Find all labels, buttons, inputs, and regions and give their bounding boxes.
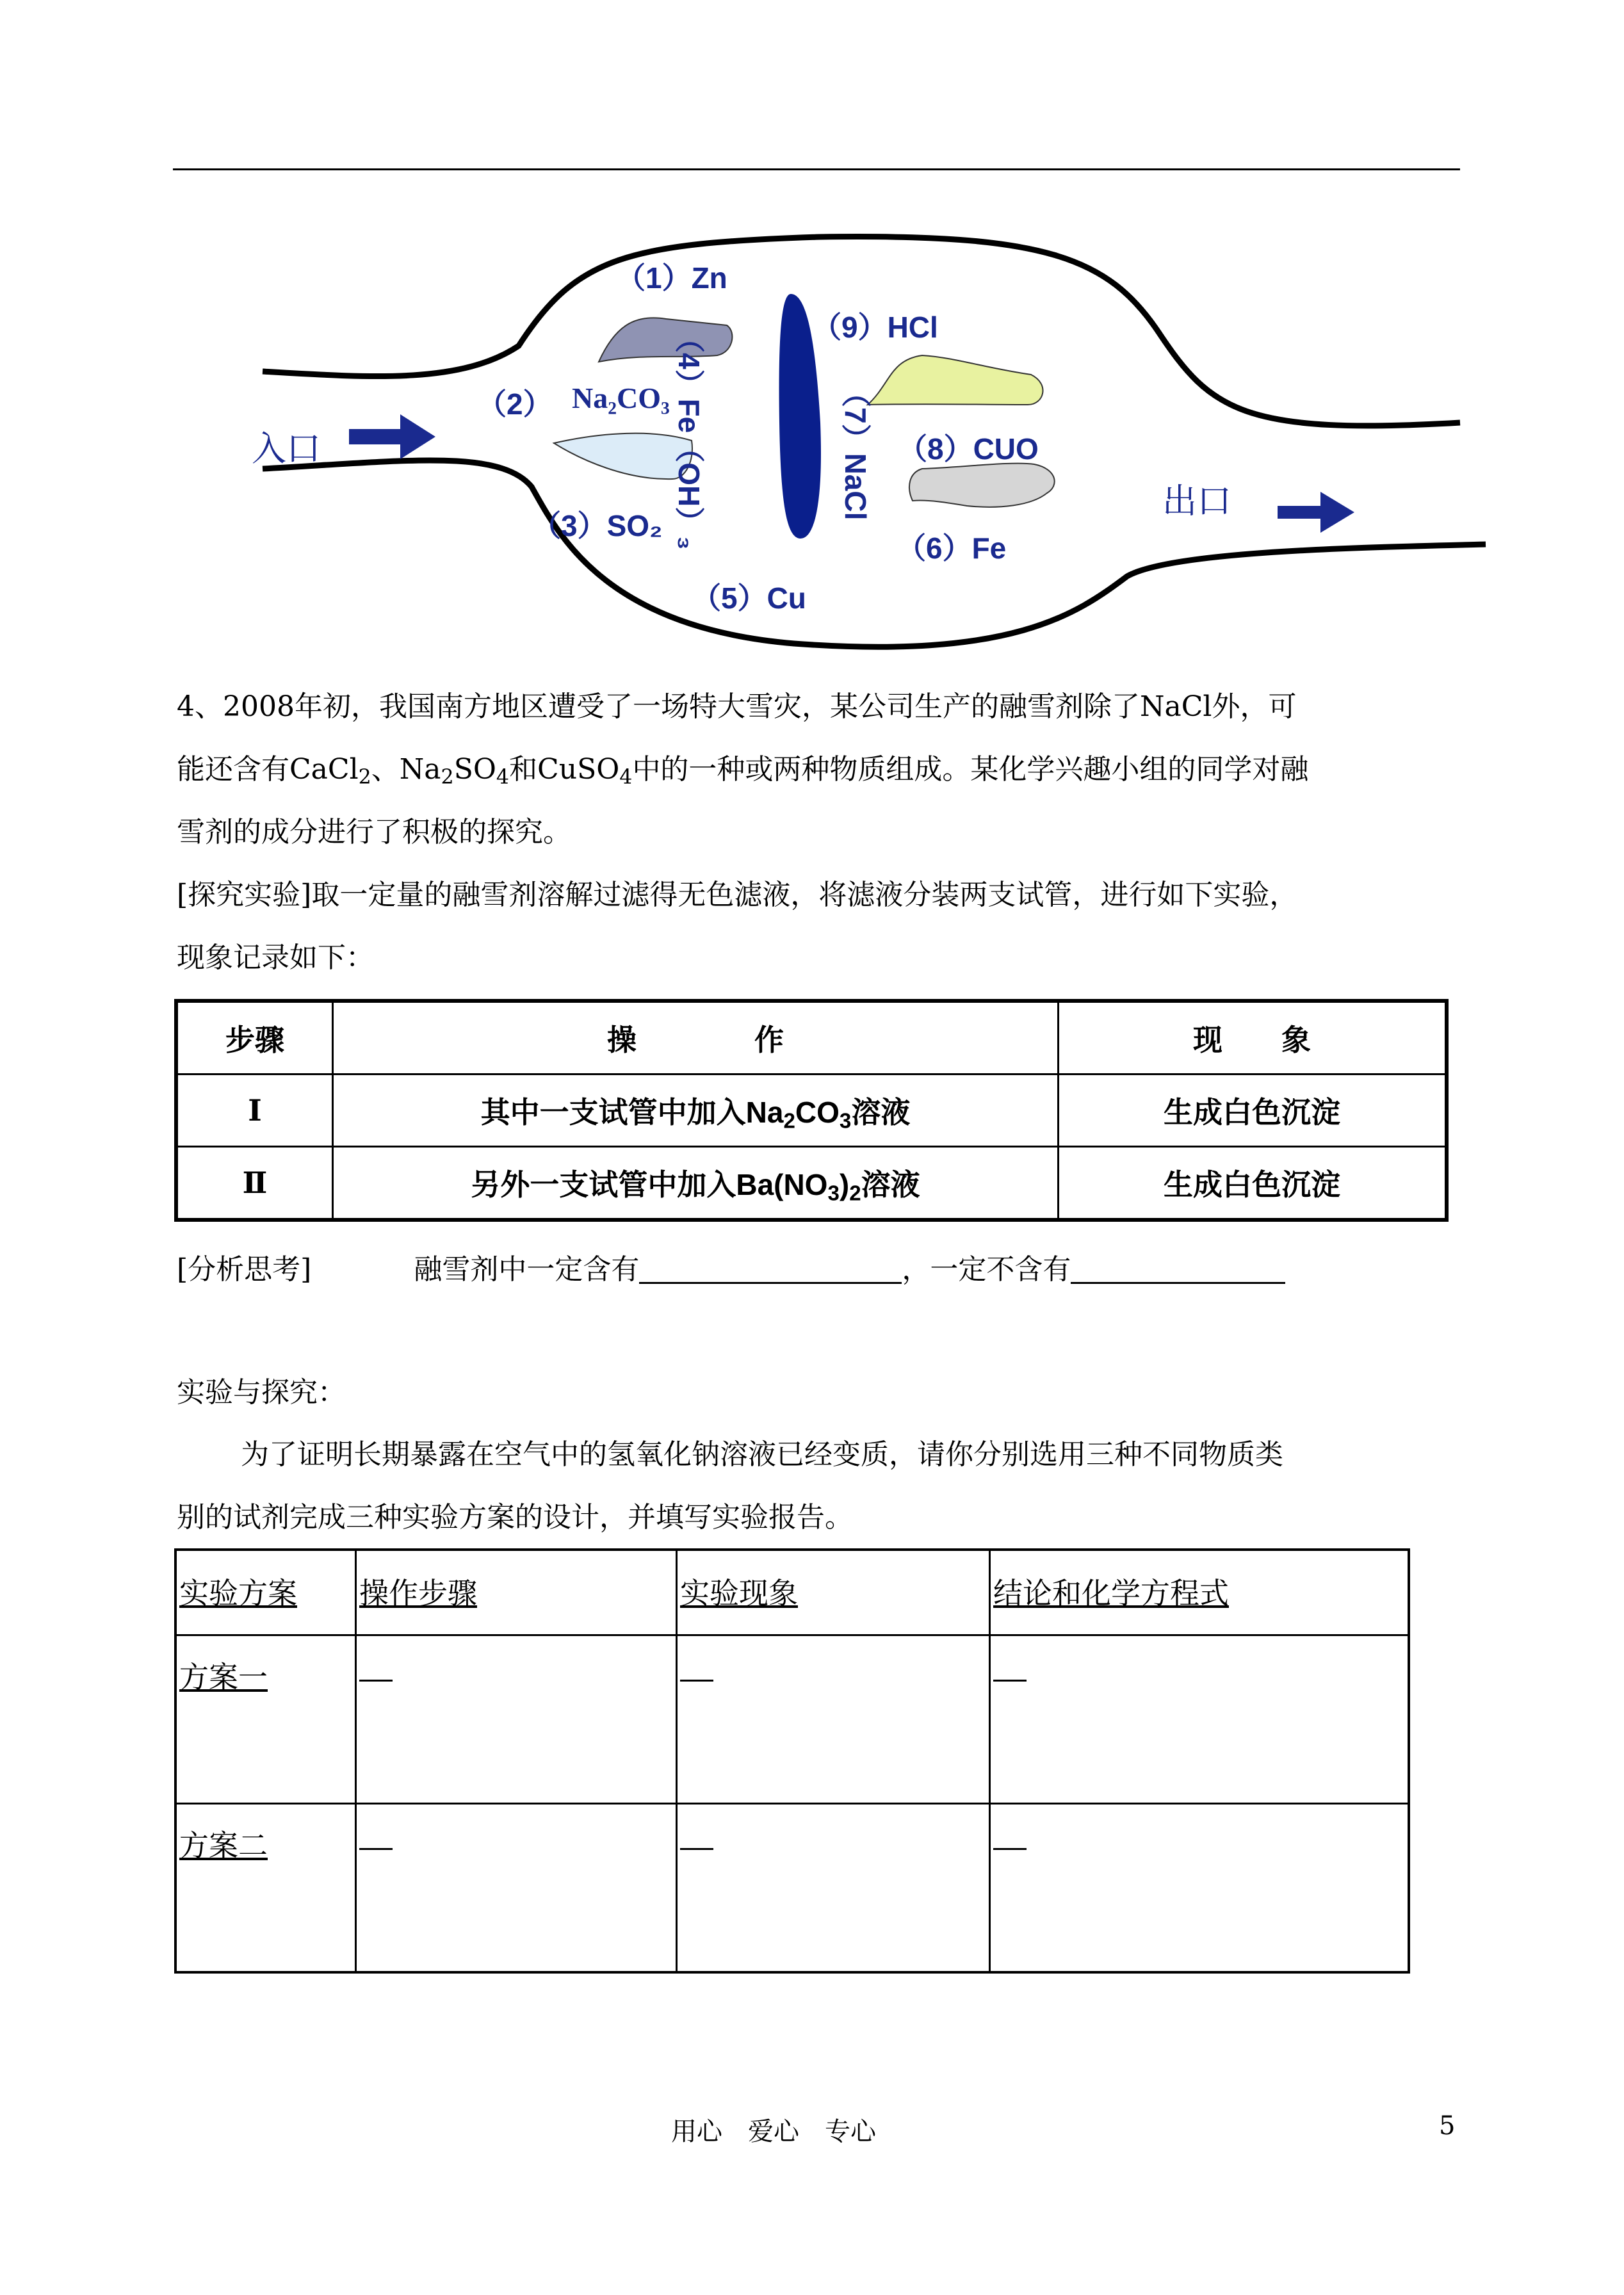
label-2: （2） <box>477 387 553 421</box>
outlet-arrow-icon <box>1278 492 1354 533</box>
table-row <box>176 1075 1447 1147</box>
result-cell: 生成白色沉淀 <box>1059 1147 1447 1220</box>
q4-line-3: 雪剂的成分进行了积极的探究。 <box>177 816 571 848</box>
page-number: 5 <box>1439 2111 1456 2141</box>
section-paragraph-2: 别的试剂完成三种实验方案的设计，并填写实验报告。 <box>177 1501 853 1534</box>
table-row <box>175 1804 1409 1973</box>
section-title: 实验与探究： <box>177 1376 346 1409</box>
conclusion-input-cell[interactable] <box>990 1804 1409 1973</box>
phenomenon-input-cell[interactable] <box>677 1804 990 1973</box>
q4-line-2: 能还含有CaCl$_2$、$Na_2SO_4$和CuSO$_4$中的一种或两种物质组成。某化学兴趣小组的同学对融 <box>177 753 1309 789</box>
label-nacl: （7）NaCl <box>839 378 872 521</box>
table-row <box>175 1635 1409 1804</box>
table-header-row <box>176 1001 1447 1075</box>
plan-cell: 方案一 <box>175 1635 356 1804</box>
header-step: 步骤 <box>176 1001 333 1075</box>
step-cell: Ⅱ <box>176 1147 333 1220</box>
steps-input-cell[interactable] <box>356 1804 677 1973</box>
label-zn: （1）Zn <box>616 261 727 295</box>
operation-cell: 另外一支试管中加入$Ba(NO_3)_2$溶液 <box>333 1147 1059 1220</box>
label-cuo: （8）CUO <box>898 432 1039 466</box>
q4-line-1: 4、2008年初，我国南方地区遭受了一场特大雪灾，某公司生产的融雪剂除了NaCl外，可 <box>177 690 1297 723</box>
header-plan: 实验方案 <box>175 1550 356 1635</box>
result-cell: 生成白色沉淀 <box>1059 1075 1447 1147</box>
label-inlet: 入口 <box>252 428 321 469</box>
phenomenon-input-cell[interactable] <box>677 1635 990 1804</box>
label-fe: （6）Fe <box>897 531 1007 565</box>
table-row <box>176 1147 1447 1220</box>
step-cell: Ⅰ <box>176 1075 333 1147</box>
answer-blank-contains[interactable] <box>639 1254 902 1284</box>
label-outlet: 出口 <box>1162 481 1231 521</box>
label-cu: （5）Cu <box>692 581 806 615</box>
steps-input-cell[interactable] <box>356 1635 677 1804</box>
header-rule <box>173 168 1460 170</box>
q4-line-4: [探究实验]取一定量的融雪剂溶解过滤得无色滤液，将滤液分装两支试管，进行如下实验， <box>177 879 1298 911</box>
label-so2: （3）SO₂ <box>532 509 663 542</box>
label-hcl: （9）HCl <box>812 311 938 344</box>
header-operation: 操 作 <box>333 1001 1059 1075</box>
operation-cell: 其中一支试管中加入$Na_2CO_3$溶液 <box>333 1075 1059 1147</box>
q4-line-5: 现象记录如下： <box>177 941 374 974</box>
header-result: 现 象 <box>1059 1001 1447 1075</box>
header-conclusion: 结论和化学方程式 <box>990 1550 1409 1635</box>
zn-shape <box>599 318 732 362</box>
inlet-arrow-icon <box>349 414 435 459</box>
label-feoh3: （4）Fe（OH）₃ <box>672 323 706 550</box>
label-na2co3: Na₂CO₃ <box>572 382 670 414</box>
header-phenomenon: 实验现象 <box>677 1550 990 1635</box>
conclusion-input-cell[interactable] <box>990 1635 1409 1804</box>
experiment-table <box>174 999 1449 1222</box>
section-paragraph-1: 为了证明长期暴露在空气中的氢氧化钠溶液已经变质，请你分别选用三种不同物质类 <box>241 1438 1283 1471</box>
header-steps: 操作步骤 <box>356 1550 677 1635</box>
fe-shape <box>909 464 1055 507</box>
cuo-shape <box>868 355 1043 405</box>
table-header-row <box>175 1550 1409 1635</box>
report-table <box>174 1548 1410 1974</box>
plan-cell: 方案二 <box>175 1804 356 1973</box>
analysis-label: [分析思考] <box>177 1253 312 1286</box>
analysis-line: [分析思考] 融雪剂中一定含有 ，一定不含有 <box>177 1254 1285 1284</box>
footer-text: 用心 爱心 专心 <box>671 2117 876 2146</box>
answer-blank-not-contains[interactable] <box>1071 1254 1285 1284</box>
